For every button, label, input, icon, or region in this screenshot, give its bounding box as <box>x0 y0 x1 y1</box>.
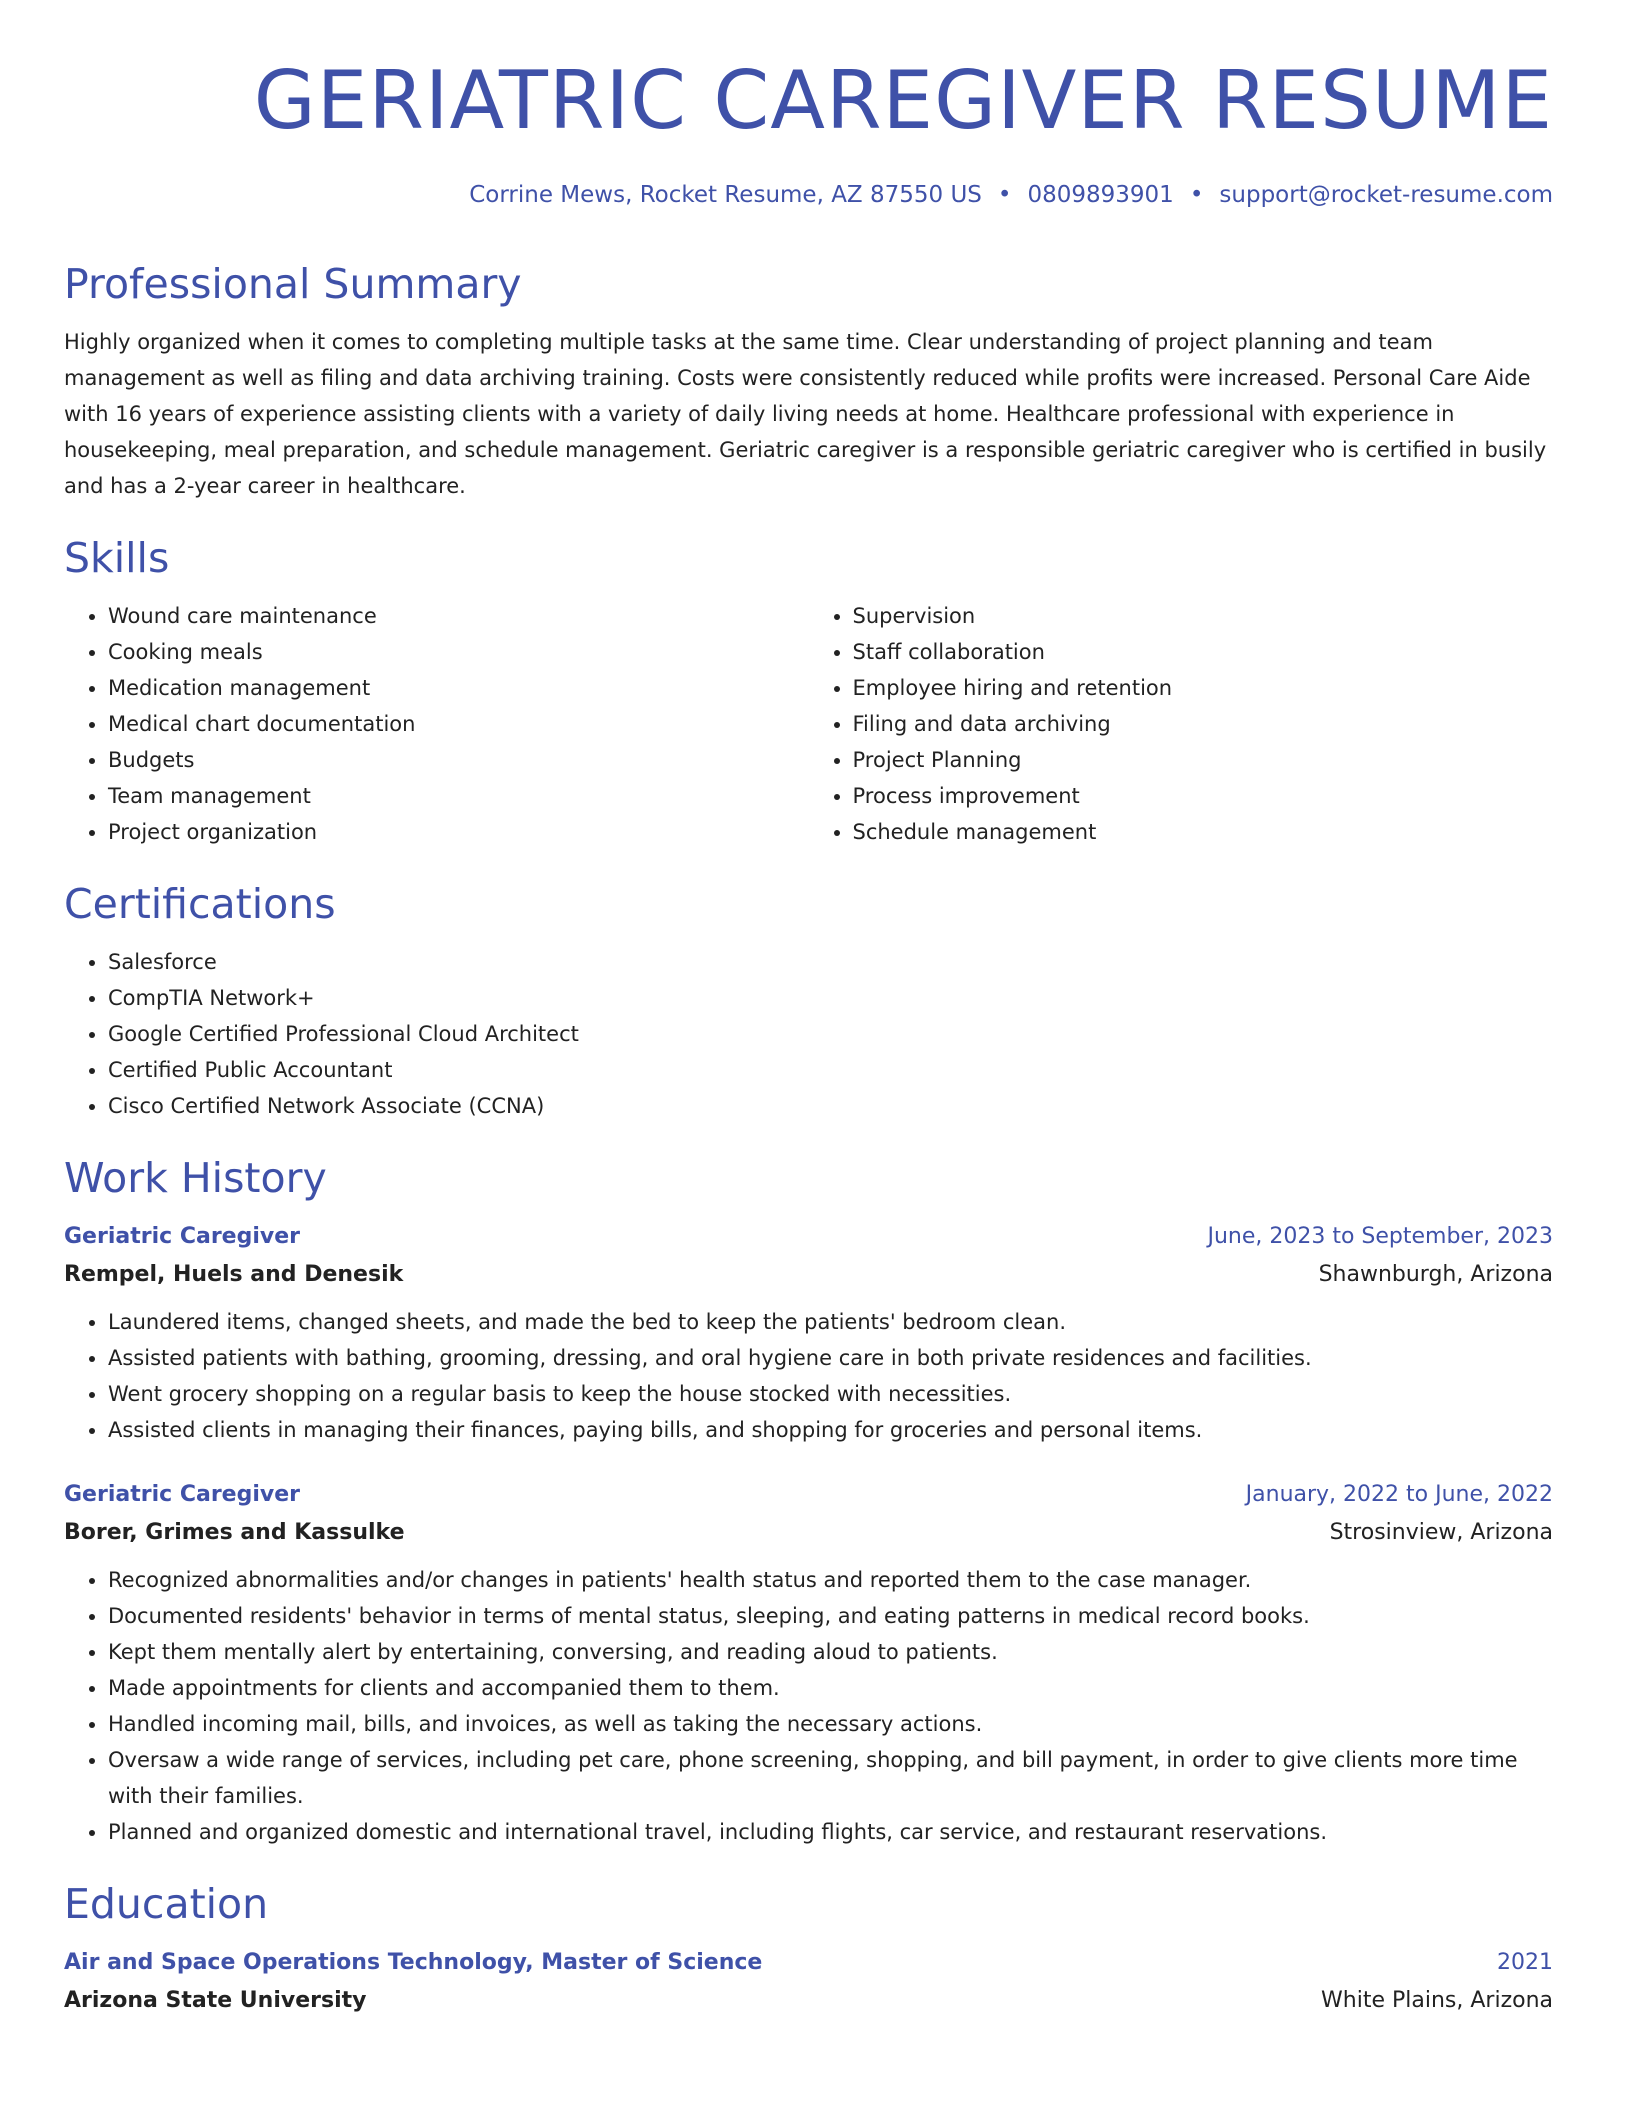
skills-columns <box>64 598 1553 850</box>
job-bullet: • Assisted clients in managing their finances, paying bills, and shopping for groceries and personal items. <box>108 1412 1553 1448</box>
job-company-row <box>64 1256 1553 1294</box>
certifications-list <box>64 944 1553 1124</box>
education-section <box>64 1878 1553 2020</box>
contact-separator: • <box>997 182 1012 208</box>
skills-left-list <box>64 598 809 850</box>
job-location: Strosinview, Arizona <box>1329 1520 1553 1545</box>
job-bullet: • Made appointments for clients and accompanied them to them. <box>108 1670 1553 1706</box>
contact-email: support@rocket-resume.com <box>1219 182 1553 208</box>
resume-content <box>64 258 1553 2020</box>
job-bullet: • Documented residents' behavior in terms of mental status, sleeping, and eating patterns in medical record books. <box>108 1598 1553 1634</box>
job-bullet: • Handled incoming mail, bills, and invoices, as well as taking the necessary actions. <box>108 1706 1553 1742</box>
job-title-row <box>64 1476 1553 1514</box>
job-entry <box>64 1218 1553 1448</box>
skill-item: • Budgets <box>108 742 809 778</box>
skills-right-list <box>809 598 1554 850</box>
certification-item: • Salesforce <box>108 944 1553 980</box>
certification-item: • CompTIA Network+ <box>108 980 1553 1016</box>
skill-item: • Team management <box>108 778 809 814</box>
contact-line <box>254 180 1553 210</box>
summary-text: Highly organized when it comes to completing multiple tasks at the same time. Clear understanding of project planning and team management as well as filing and data archiving training. Costs were consistently reduced while profits were increased. Personal Care Aide with 16 years of experience assisting clients with a variety of daily living needs at home. Healthcare professional with experience in housekeeping, meal preparation, and schedule management. Geriatric caregiver is a responsible geriatric caregiver who is certified in busily and has a 2-year career in healthcare. <box>64 330 1547 498</box>
job-bullets <box>64 1304 1553 1448</box>
skill-item: • Project organization <box>108 814 809 850</box>
job-location: Shawnburgh, Arizona <box>1318 1262 1553 1287</box>
job-bullet: • Oversaw a wide range of services, including pet care, phone screening, shopping, and bill payment, in order to give clients more time with their families. <box>108 1742 1553 1814</box>
education-degree-row <box>64 1944 1553 1982</box>
education-school: Arizona State University <box>64 1988 367 2013</box>
skills-heading: Skills <box>64 534 170 582</box>
work-history-heading: Work History <box>64 1154 327 1202</box>
skills-section <box>64 532 1553 850</box>
job-entry <box>64 1476 1553 1850</box>
skill-item: • Cooking meals <box>108 634 809 670</box>
summary-section <box>64 258 1553 504</box>
job-dates: June, 2023 to September, 2023 <box>1207 1224 1553 1249</box>
education-school-row <box>64 1982 1553 2020</box>
skill-item: • Medical chart documentation <box>108 706 809 742</box>
work-history-section <box>64 1152 1553 1850</box>
resume-header <box>254 55 1553 210</box>
skill-item: • Project Planning <box>853 742 1554 778</box>
job-bullet: • Went grocery shopping on a regular basis to keep the house stocked with necessities. <box>108 1376 1553 1412</box>
summary-heading: Professional Summary <box>64 260 522 308</box>
job-company: Rempel, Huels and Denesik <box>64 1262 404 1287</box>
contact-separator: • <box>1189 182 1204 208</box>
skill-item: • Staff collaboration <box>853 634 1554 670</box>
job-role: Geriatric Caregiver <box>64 1482 300 1507</box>
job-bullet: • Kept them mentally alert by entertaining, conversing, and reading aloud to patients. <box>108 1634 1553 1670</box>
education-degree: Air and Space Operations Technology, Master of Science <box>64 1950 763 1975</box>
job-bullet: • Recognized abnormalities and/or changes in patients' health status and reported them to the case manager. <box>108 1562 1553 1598</box>
job-bullets <box>64 1562 1553 1850</box>
certification-item: • Cisco Certified Network Associate (CCNA) <box>108 1088 1553 1124</box>
certifications-heading: Certifications <box>64 880 336 928</box>
certifications-section <box>64 878 1553 1124</box>
education-year: 2021 <box>1497 1950 1553 1975</box>
certification-item: • Google Certified Professional Cloud Architect <box>108 1016 1553 1052</box>
job-bullet: • Assisted patients with bathing, grooming, dressing, and oral hygiene care in both private residences and facilities. <box>108 1340 1553 1376</box>
skill-item: • Medication management <box>108 670 809 706</box>
job-bullet: • Laundered items, changed sheets, and made the bed to keep the patients' bedroom clean. <box>108 1304 1553 1340</box>
job-bullet: • Planned and organized domestic and international travel, including flights, car service, and restaurant reservations. <box>108 1814 1553 1850</box>
resume-title: GERIATRIC CAREGIVER RESUME <box>253 54 1553 147</box>
skill-item: • Supervision <box>853 598 1554 634</box>
skill-item: • Employee hiring and retention <box>853 670 1554 706</box>
job-company-row <box>64 1514 1553 1552</box>
job-company: Borer, Grimes and Kassulke <box>64 1520 405 1545</box>
contact-phone: 0809893901 <box>1027 182 1174 208</box>
skill-item: • Schedule management <box>853 814 1554 850</box>
education-location: White Plains, Arizona <box>1321 1988 1553 2013</box>
contact-address: Corrine Mews, Rocket Resume, AZ 87550 US <box>469 182 982 208</box>
job-title-row <box>64 1218 1553 1256</box>
certification-item: • Certified Public Accountant <box>108 1052 1553 1088</box>
education-heading: Education <box>64 1880 269 1928</box>
skill-item: • Filing and data archiving <box>853 706 1554 742</box>
job-role: Geriatric Caregiver <box>64 1224 300 1249</box>
skill-item: • Wound care maintenance <box>108 598 809 634</box>
skill-item: • Process improvement <box>853 778 1554 814</box>
job-dates: January, 2022 to June, 2022 <box>1245 1482 1553 1507</box>
